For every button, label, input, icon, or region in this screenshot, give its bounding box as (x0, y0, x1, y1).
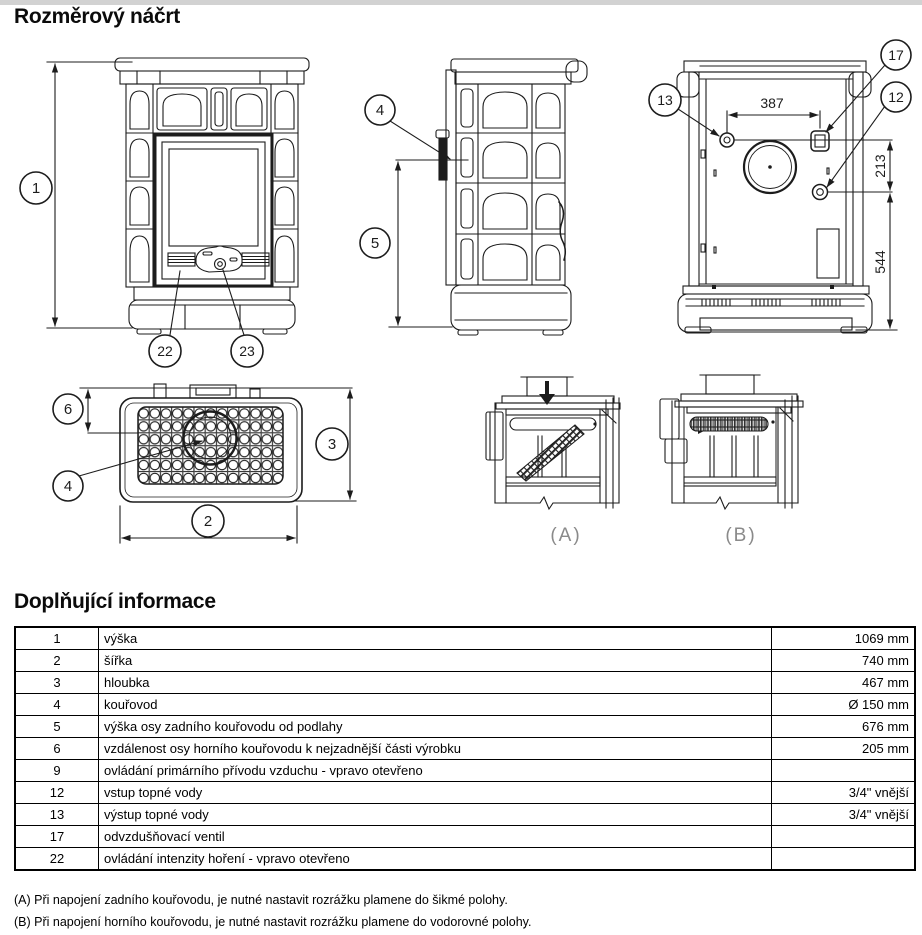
base-vents (702, 299, 840, 306)
footnote-a: (A) Při napojení zadního kouřovodu, je nutné nastavit rozrážku plamene do šikmé polohy. (14, 893, 508, 907)
table-row (15, 627, 915, 650)
row-value (772, 826, 916, 848)
callout-12 (881, 82, 911, 112)
row-label: kouřovod (99, 694, 772, 716)
row-label: vstup topné vody (99, 782, 772, 804)
callout-17 (881, 40, 911, 70)
dim-387-label: 387 (760, 95, 784, 111)
flame-deflector-horizontal (690, 417, 768, 431)
callout-13 (649, 84, 681, 116)
table-row (15, 738, 915, 760)
top-grille (138, 407, 283, 484)
dim-213-label: 213 (872, 154, 888, 178)
flame-deflector-tilted (517, 425, 584, 481)
rear-view-drawing (649, 40, 911, 333)
callout-4-top (53, 471, 83, 501)
row-number: 13 (15, 804, 99, 826)
callout-5 (360, 228, 390, 258)
section-b-label: (B) (725, 525, 757, 546)
table-row (15, 848, 915, 871)
info-table (14, 626, 916, 871)
dim-544-label: 544 (872, 250, 888, 274)
row-number: 1 (15, 627, 99, 650)
table-row (15, 672, 915, 694)
svg-text:17: 17 (888, 47, 904, 63)
svg-text:6: 6 (63, 401, 73, 418)
table-row (15, 650, 915, 672)
row-value: 1069 mm (772, 627, 916, 650)
row-value: Ø 150 mm (772, 694, 916, 716)
row-number: 5 (15, 716, 99, 738)
row-label: ovládání intenzity hoření - vpravo otevřeno (99, 848, 772, 871)
callout-3 (316, 428, 348, 460)
row-value: 676 mm (772, 716, 916, 738)
row-number: 3 (15, 672, 99, 694)
row-number: 17 (15, 826, 99, 848)
row-number: 6 (15, 738, 99, 760)
row-label: ovládání primárního přívodu vzduchu - vpravo otevřeno (99, 760, 772, 782)
top-view-drawing (53, 384, 356, 543)
row-value (772, 848, 916, 871)
row-label: výstup topné vody (99, 804, 772, 826)
svg-text:23: 23 (239, 343, 255, 359)
row-number: 12 (15, 782, 99, 804)
footnotes (14, 889, 531, 933)
front-view-drawing (20, 58, 309, 367)
page-title: Rozměrový náčrt (14, 5, 180, 28)
row-value: 467 mm (772, 672, 916, 694)
row-value: 3/4" vnější (772, 782, 916, 804)
section-b-drawing (660, 375, 803, 546)
row-label: odvzdušňovací ventil (99, 826, 772, 848)
row-value: 3/4" vnější (772, 804, 916, 826)
table-row (15, 826, 915, 848)
row-number: 22 (15, 848, 99, 871)
callout-1 (20, 172, 52, 204)
svg-text:4: 4 (63, 478, 73, 495)
row-number: 4 (15, 694, 99, 716)
table-row (15, 804, 915, 826)
callout-2 (192, 505, 224, 537)
info-section-title: Doplňující informace (14, 590, 216, 613)
row-number: 9 (15, 760, 99, 782)
svg-text:12: 12 (888, 89, 904, 105)
section-a-label: (A) (550, 525, 582, 546)
row-number: 2 (15, 650, 99, 672)
svg-text:1: 1 (31, 180, 41, 197)
row-value: 205 mm (772, 738, 916, 760)
air-control-levers (168, 246, 269, 272)
callout-22 (149, 335, 181, 367)
row-label: šířka (99, 650, 772, 672)
footnote-b: (B) Při napojení horního kouřovodu, je nutné nastavit rozrážku plamene do vodorovné polohy. (14, 915, 532, 929)
svg-text:4: 4 (375, 102, 385, 119)
callout-4-side (365, 95, 395, 125)
section-a-drawing (486, 377, 620, 546)
svg-text:22: 22 (157, 343, 173, 359)
table-row (15, 716, 915, 738)
callout-23 (231, 335, 263, 367)
side-view-drawing (360, 59, 587, 335)
callout-6 (53, 394, 83, 424)
svg-text:13: 13 (657, 92, 673, 108)
row-value (772, 760, 916, 782)
svg-text:2: 2 (203, 513, 213, 530)
row-label: vzdálenost osy horního kouřovodu k nejzadnější části výrobku (99, 738, 772, 760)
svg-text:3: 3 (327, 436, 337, 453)
table-row (15, 760, 915, 782)
row-label: hloubka (99, 672, 772, 694)
row-label: výška (99, 627, 772, 650)
row-label: výška osy zadního kouřovodu od podlahy (99, 716, 772, 738)
row-value: 740 mm (772, 650, 916, 672)
table-row (15, 782, 915, 804)
table-row (15, 694, 915, 716)
svg-text:5: 5 (370, 235, 380, 252)
